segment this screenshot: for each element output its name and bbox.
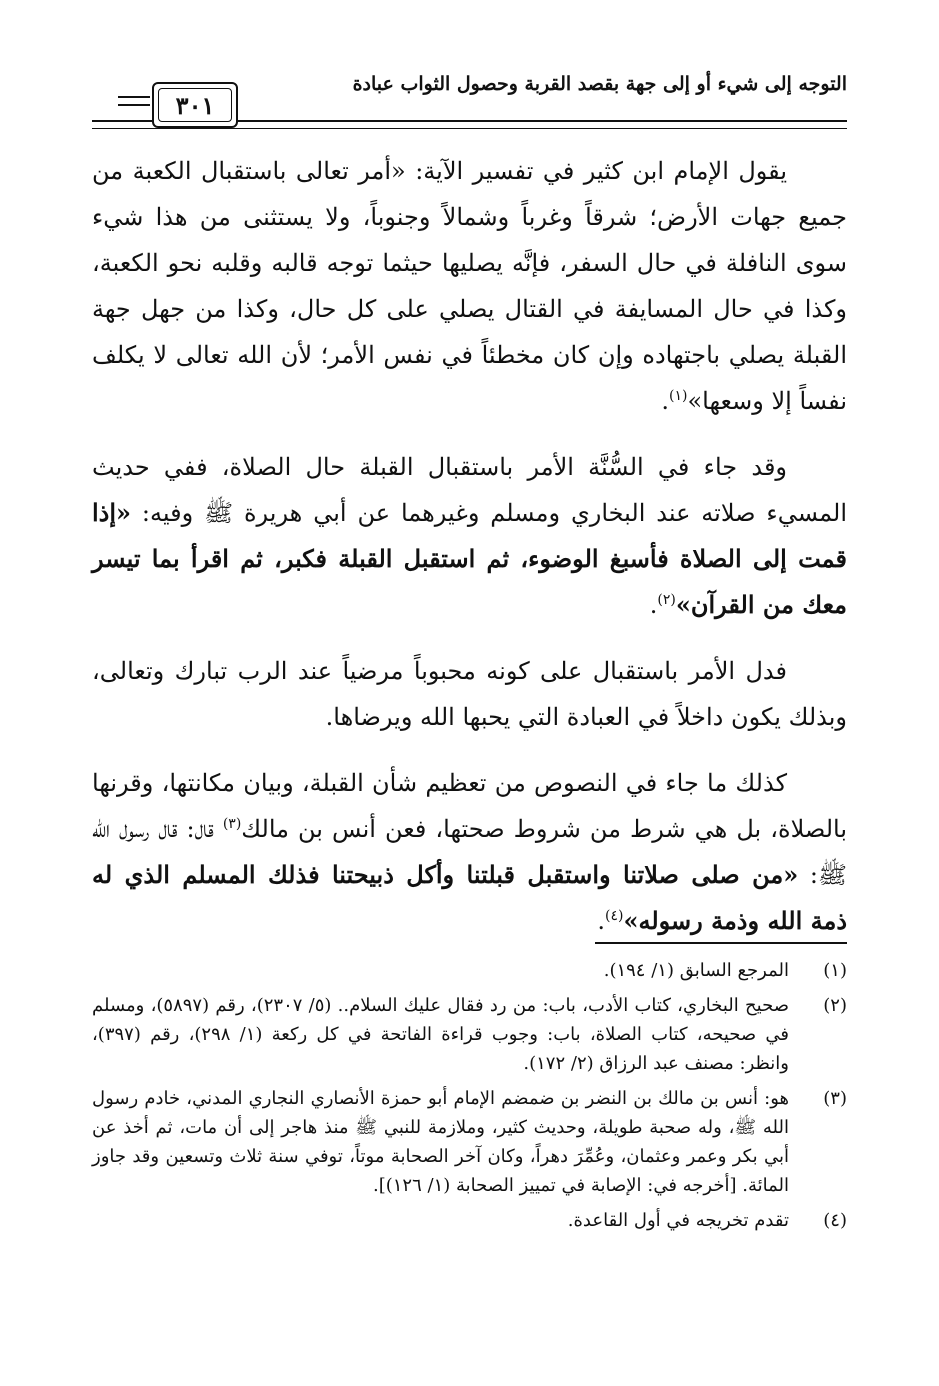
- paragraph-2: [92, 444, 847, 628]
- footnote-mark: (٣): [823, 1088, 847, 1109]
- paragraph-2-text: وقد جاء في السُّنَّة الأمر باستقبال القبلة حال الصلاة، ففي حديث المسيء صلاته عند البخاري ومسلم وغيرهما عن أبي هريرة ﷺ وفيه:: [92, 453, 847, 527]
- hadith-quote-2: «من صلى صلاتنا واستقبل قبلتنا وأكل ذبيحتنا فذلك المسلم الذي له ذمة الله وذمة رسوله»: [92, 860, 847, 935]
- paragraph-2-end: .: [649, 591, 658, 619]
- paragraph-3-text: فدل الأمر باستقبال على كونه محبوباً مرضياً عند الرب تبارك وتعالى، وبذلك يكون داخلاً في العبادة التي يحبها الله ويرضاها.: [92, 657, 847, 731]
- footnote-mark: (١): [823, 960, 847, 981]
- footnote-text: تقدم تخريجه في أول القاعدة.: [567, 1210, 789, 1231]
- footnote-separator: [595, 942, 847, 944]
- footnote-ref-1[interactable]: (١): [669, 388, 688, 404]
- footnote-text: هو: أنس بن مالك بن النضر بن ضمضم الإمام أبو حمزة الأنصاري النجاري المدني، خادم رسول الله ﷺ، وله صحبة طويلة، وحديث كثير، وملازمة للنبي ﷺ منذ هاجر إلى أن مات، ثم أخذ عن أبي بكر وعمر وعثمان، وعُمِّرَ دهراً، وكان آخر الصحابة موتاً، توفي سنة ثلاث وتسعين وقد جاوز المائة. [أخرجه في: الإصابة في تمييز الصحابة (١/ ١٢٦)].: [92, 1088, 789, 1196]
- footnote-item: [92, 991, 847, 1078]
- paragraph-4: [92, 760, 847, 944]
- header-rule-ornament: [118, 96, 150, 106]
- footnote-item: [92, 956, 847, 985]
- main-text: [92, 148, 847, 964]
- running-title: التوجه إلى شيء أو إلى جهة بقصد القربة وحصول الثواب عبادة: [352, 73, 847, 95]
- paragraph-4-text: كذلك ما جاء في النصوص من تعظيم شأن القبلة، وبيان مكانتها، وقرنها بالصلاة، بل هي شرط من شروط صحتها، فعن أنس بن مالك: [92, 769, 848, 843]
- paragraph-4-mid: قال: قال رسول الله ﷺ:: [92, 815, 847, 889]
- footnote-item: [92, 1206, 847, 1235]
- footnote-ref-2[interactable]: (٢): [657, 592, 676, 608]
- footnote-ref-3[interactable]: (٣): [222, 816, 242, 832]
- page-number-box: [152, 82, 238, 128]
- footnote-ref-4[interactable]: (٤): [604, 908, 624, 924]
- paragraph-4-end: .: [597, 907, 605, 935]
- footnote-text: المرجع السابق (١/ ١٩٤).: [603, 960, 789, 981]
- footnote-mark: (٤): [823, 1210, 847, 1231]
- footnotes: [92, 956, 847, 1241]
- page-number: ٣٠١: [175, 90, 215, 120]
- footnote-mark: (٢): [823, 995, 847, 1016]
- paragraph-1-text: يقول الإمام ابن كثير في تفسير الآية: «أمر تعالى باستقبال الكعبة من جميع جهات الأرض؛ شرقاً وغرباً وشمالاً وجنوباً، ولا يستثنى من هذا شيء سوى النافلة في حال السفر، فإنَّه يصليها حيثما توجه قالبه وقلبه نحو الكعبة، وكذا في حال المسايفة في القتال يصلي على كل حال، وكذا من جهل جهة القبلة يصلي باجتهاده وإن كان مخطئاً في نفس الأمر؛ لأن الله تعالى لا يكلف نفساً إلا وسعها»: [92, 157, 848, 415]
- paragraph-3: [92, 648, 847, 740]
- paragraph-1-end: .: [661, 387, 670, 415]
- footnote-text: صحيح البخاري، كتاب الأدب، باب: من رد فقال عليك السلام.. (٥/ ٢٣٠٧)، رقم (٥٨٩٧)، ومسلم في صحيحه، كتاب الصلاة، باب: وجوب قراءة الفاتحة في كل ركعة (١/ ٢٩٨)، رقم (٣٩٧)، وانظر: مصنف عبد الرزاق (٢/ ١٧٢).: [92, 995, 790, 1074]
- paragraph-1: [92, 148, 847, 424]
- hadith-quote-1: «إذا قمت إلى الصلاة فأسبغ الوضوء، ثم استقبل القبلة فكبر، ثم اقرأ بما تيسر معك من القرآن»: [92, 498, 847, 619]
- footnote-item: [92, 1084, 847, 1200]
